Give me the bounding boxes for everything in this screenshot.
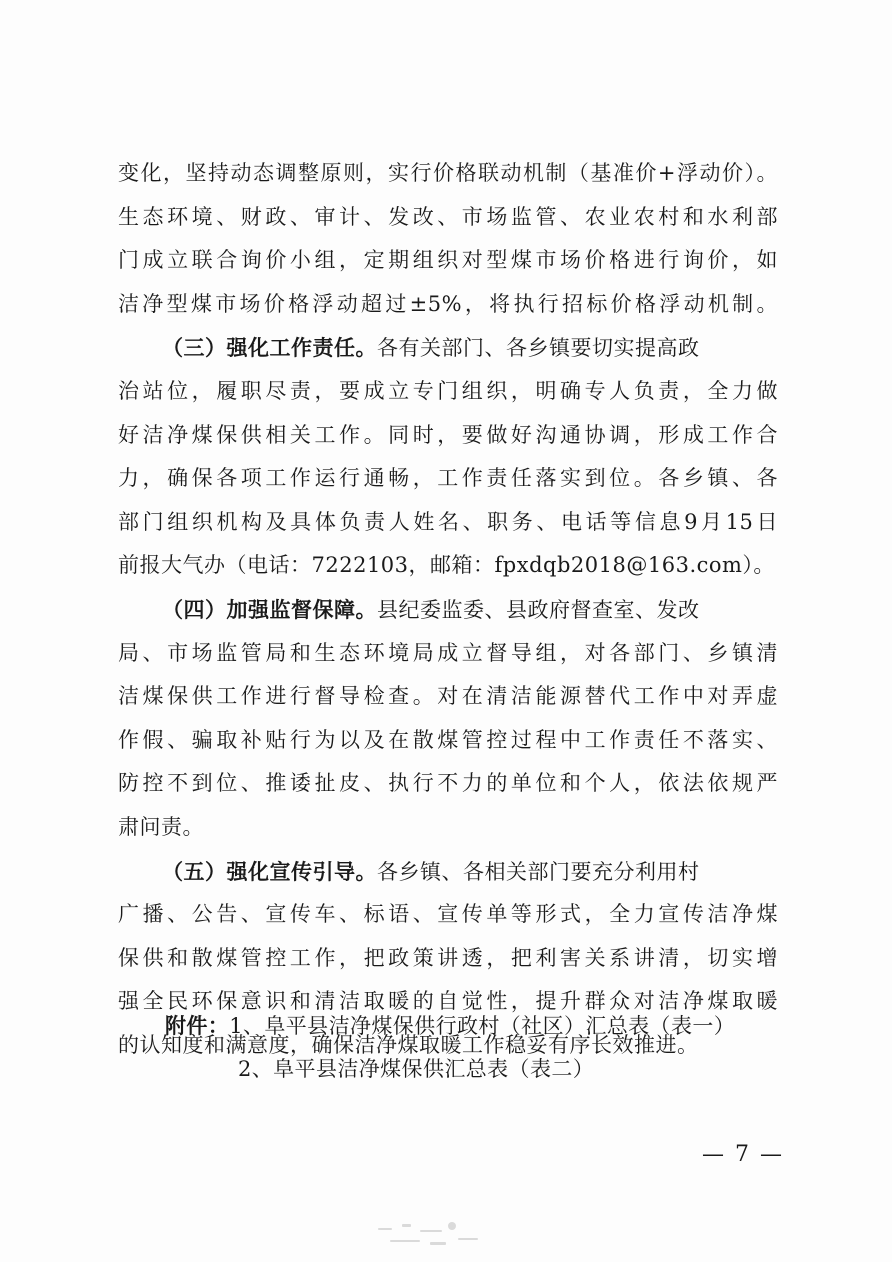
page-number: — 7 — bbox=[702, 1142, 784, 1167]
text-line: 前报大气办（电话：7222103，邮箱：fpxdqb2018@163.com）。 bbox=[118, 553, 775, 578]
text-line: 肃问责。 bbox=[118, 814, 204, 839]
body-text bbox=[118, 152, 778, 1067]
text-span: 各乡镇、各相关部门要充分利用村 bbox=[377, 859, 700, 884]
annex-item-1: 1、阜平县洁净煤保供行政村（社区）汇总表（表一） bbox=[229, 1014, 736, 1038]
text-line: 门成立联合询价小组，定期组织对型煤市场价格进行询价，如 bbox=[118, 248, 778, 273]
section-first-line bbox=[118, 326, 778, 370]
text-line: 局、市场监管局和生态环境局成立督导组，对各部门、乡镇清 bbox=[118, 640, 778, 665]
text-line: 生态环境、财政、审计、发改、市场监管、农业农村和水利部 bbox=[118, 204, 778, 229]
text-line: 力，确保各项工作运行通畅，工作责任落实到位。各乡镇、各 bbox=[118, 466, 778, 491]
text-line: 保供和散煤管控工作，把政策讲透，把利害关系讲清，切实增 bbox=[118, 945, 778, 970]
annex-label: 附件： bbox=[165, 1013, 230, 1038]
text-line: 治站位，履职尽责，要成立专门组织，明确专人负责，全力做 bbox=[118, 378, 778, 403]
annex-item-2: 2、阜平县洁净煤保供汇总表（表二） bbox=[238, 1056, 595, 1081]
text-line: 广播、公告、宣传车、标语、宣传单等形式，全力宣传洁净煤 bbox=[118, 902, 778, 927]
text-line: 作假、骗取补贴行为以及在散煤管控过程中工作责任不落实、 bbox=[118, 727, 778, 752]
scan-smudge bbox=[372, 1218, 492, 1252]
text-line: 好洁净煤保供相关工作。同时，要做好沟通协调，形成工作合 bbox=[118, 422, 778, 447]
text-line: 洁煤保供工作进行督导检查。对在清洁能源替代工作中对弄虚 bbox=[118, 684, 778, 709]
text-span: 县纪委监委、县政府督查室、发改 bbox=[377, 597, 700, 622]
section-first-line bbox=[118, 850, 778, 894]
section-heading: （四）加强监督保障。 bbox=[162, 596, 377, 622]
text-line: 洁净型煤市场价格浮动超过±5%，将执行招标价格浮动机制。 bbox=[118, 291, 778, 316]
section-heading: （五）强化宣传引导。 bbox=[162, 858, 377, 884]
text-span: 各有关部门、各乡镇要切实提高政 bbox=[377, 336, 700, 361]
text-line: 变化，坚持动态调整原则，实行价格联动机制（基准价+浮动价）。 bbox=[118, 161, 778, 185]
text-line: 防控不到位、推诿扯皮、执行不力的单位和个人，依法依规严 bbox=[118, 771, 778, 796]
text-line: 的认知度和满意度，确保洁净煤取暖工作稳妥有序长效推进。 bbox=[118, 1032, 699, 1057]
annex-block bbox=[165, 1004, 785, 1091]
text-line: 强全民环保意识和清洁取暖的自觉性，提升群众对洁净煤取暖 bbox=[118, 989, 778, 1014]
section-heading: （三）强化工作责任。 bbox=[162, 335, 377, 361]
section-first-line bbox=[118, 588, 778, 632]
text-line: 部门组织机构及具体负责人姓名、职务、电话等信息9月15日 bbox=[118, 509, 778, 534]
annex-line-1 bbox=[165, 1004, 785, 1048]
